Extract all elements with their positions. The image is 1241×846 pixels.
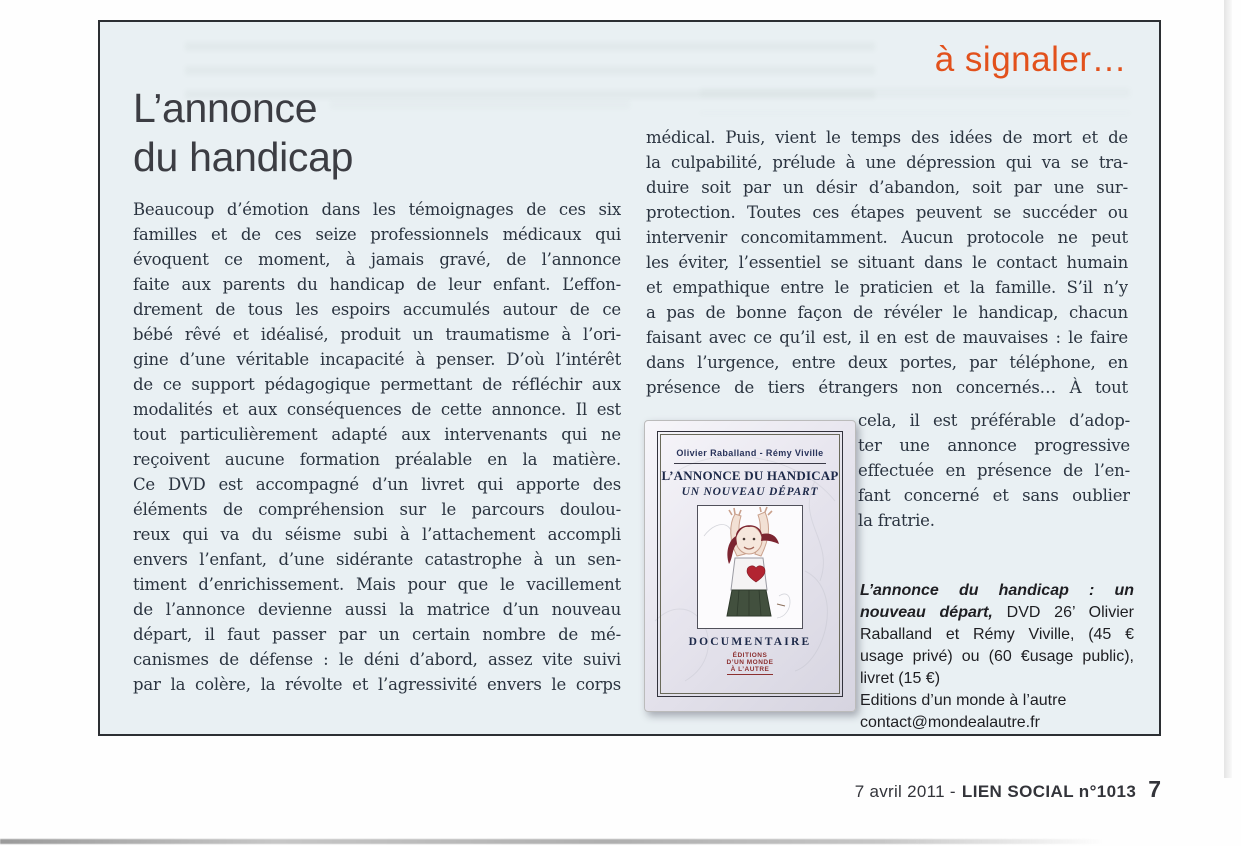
cover-title: L’ANNONCE DU HANDICAP	[661, 468, 839, 483]
text-line: effectuée en présence de l’en-	[858, 461, 1130, 480]
text-line: protection. Toutes ces étapes peuvent se succéder ou	[646, 203, 1128, 222]
text-line: présence de tiers étrangers non concernés… À tout	[646, 378, 1128, 397]
article-title	[133, 84, 613, 182]
caption-details: DVD 26’ Olivier Raballand et Rémy Viville, (45 € usage privé) ou (60 €usage public), livret (15 €)	[860, 604, 1135, 687]
text-line: reux qui va du séisme subi à l’attachement accompli	[133, 525, 621, 544]
text-line: par la colère, la révolte et l’agressivité envers le corps	[133, 675, 621, 694]
text-line: fant concerné et sans oublier	[858, 486, 1130, 505]
cover-subtitle: UN NOUVEAU DÉPART	[681, 486, 819, 498]
text-line: évoquent ce moment, à jamais gravé, de l’annonce	[133, 250, 621, 269]
text-line: a pas de bonne façon de révéler le handicap, chacun	[646, 303, 1128, 322]
footer-magazine: LIEN SOCIAL n°1013	[961, 782, 1137, 801]
text-line: de ce support pédagogique permettant de réfléchir aux	[133, 375, 621, 394]
text-line: canismes de défense : le déni d’abord, assez vite suivi	[133, 650, 621, 669]
text-line: duire soit par un désir d’abandon, soit par une sur-	[646, 178, 1128, 197]
dvd-caption	[860, 580, 1134, 734]
text-line: et empathique entre le praticien et la famille. S’il n’y	[646, 278, 1128, 297]
cover-frame	[657, 431, 843, 697]
text-line: reçoivent aucune formation préalable en la matière.	[133, 450, 621, 469]
text-line: drement de tous les espoirs accumulés autour de ce	[133, 300, 621, 319]
page-footer	[855, 776, 1161, 803]
text-line: timent d’enrichissement. Mais pour que le vacillement	[133, 575, 621, 594]
girl-illustration	[699, 506, 801, 626]
cover-authors: Olivier Raballand - Rémy Viville	[676, 448, 824, 458]
text-line: bébé rêvé et idéalisé, produit un traumatisme à l’ori-	[133, 325, 621, 344]
text-line: tout particulièrement adapté aux intervenants qui ne	[133, 425, 621, 444]
text-line: Ce DVD est accompagné d’un livret qui apporte des	[133, 475, 621, 494]
text-line: la culpabilité, prélude à une dépression qui va se tra-	[646, 153, 1128, 172]
dvd-cover	[644, 420, 856, 712]
text-line: intervenir concomitamment. Aucun protocole ne peut	[646, 228, 1128, 247]
text-line: dans l’urgence, entre deux portes, par téléphone, en	[646, 353, 1128, 372]
caption-title: L’annonce du handicap : un nouveau départ,	[860, 582, 1134, 621]
cover-publisher-line3: À L’AUTRE	[730, 666, 770, 673]
text-line: familles et de ces seize professionnels médicaux qui	[133, 225, 621, 244]
text-line: faisant avec ce qu’il est, il en est de mauvaises : le faire	[646, 328, 1128, 347]
text-line: gine d’une véritable incapacité à penser. D’où l’intérêt	[133, 350, 621, 369]
text-line: la fratrie.	[858, 511, 935, 530]
text-line: éléments de compréhension sur le parcours doulou-	[133, 500, 621, 519]
caption-email: contact@mondealautre.fr	[860, 714, 1040, 731]
article-title-line2: du handicap	[133, 134, 354, 180]
scan-bottom-edge	[0, 839, 1105, 844]
text-line: les éviter, l’essentiel se situant dans le contact humain	[646, 253, 1128, 272]
text-line: Beaucoup d’émotion dans les témoignages de ces six	[133, 200, 621, 219]
caption-paragraph	[860, 580, 1134, 690]
text-line: modalités et aux conséquences de cette annonce. Il est	[133, 400, 621, 419]
text-line: cela, il est préférable d’adop-	[858, 411, 1130, 430]
section-label: à signaler…	[934, 40, 1127, 79]
footer-date: 7 avril 2011 -	[854, 782, 956, 801]
cover-publisher-line2: D’UN MONDE	[726, 659, 774, 666]
text-line: de l’annonce devienne aussi la matrice d’un nouveau	[133, 600, 621, 619]
cover-divider	[674, 463, 825, 464]
scan-edge-band	[1224, 0, 1232, 778]
text-line: envers l’enfant, d’une sidérante catastrophe à un sen-	[133, 550, 621, 569]
article-title-line1: L’annonce	[133, 85, 318, 131]
right-column-text	[646, 125, 1128, 400]
text-line: ter une annonce progressive	[858, 436, 1130, 455]
text-line: médical. Puis, vient le temps des idées de mort et de	[646, 128, 1128, 147]
left-column-text	[133, 197, 621, 697]
right-column-wrap-text	[858, 408, 1130, 533]
cover-publisher-logo	[727, 652, 774, 675]
caption-publisher: Editions d’un monde à l’autre	[860, 692, 1067, 709]
cover-illustration-box	[697, 505, 803, 629]
footer-page-number: 7	[1148, 776, 1161, 802]
cover-publisher-line1: ÉDITIONS	[732, 652, 768, 659]
text-line: départ, il faut passer par un certain nombre de mé-	[133, 625, 621, 644]
text-line: faite aux parents du handicap de leur enfant. L’effon-	[133, 275, 621, 294]
cover-category: DOCUMENTAIRE	[688, 636, 812, 648]
